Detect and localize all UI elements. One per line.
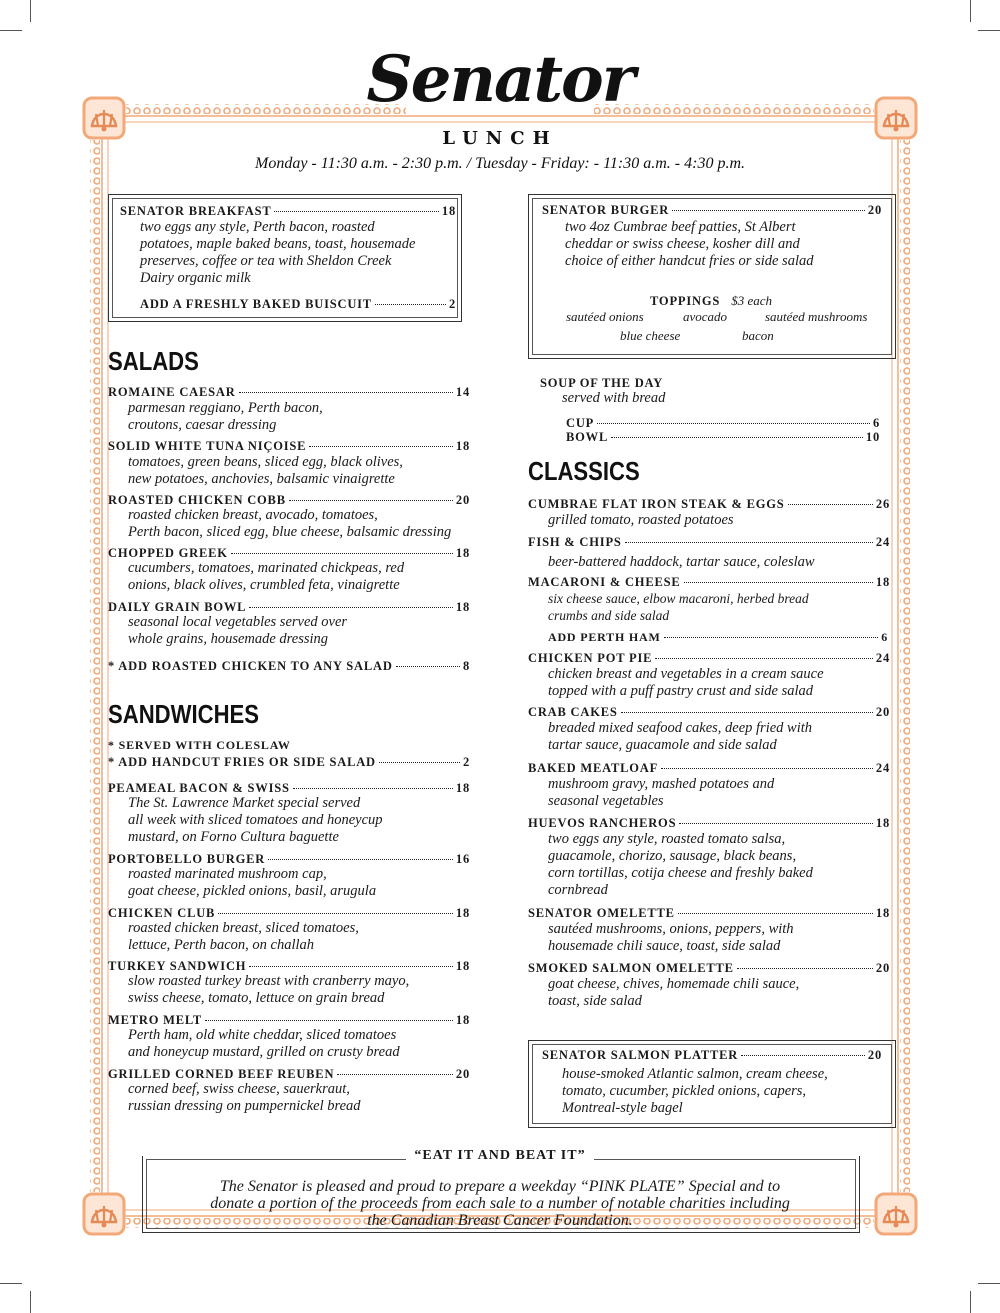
- item-description: chicken breast and vegetables in a cream sauce topped with a puff pastry crust and side salad: [548, 666, 824, 699]
- charity-banner-title: “EAT IT AND BEAT IT”: [0, 1148, 1000, 1164]
- menu-item: PEAMEAL BACON & SWISS 18: [108, 781, 470, 795]
- item-description: cucumbers, tomatoes, marinated chickpeas, red onions, black olives, crumbled feta, vinaigrette: [128, 560, 405, 593]
- soup-bowl: BOWL 10: [566, 430, 880, 444]
- item-description: seasonal local vegetables served over whole grains, housemade dressing: [128, 614, 348, 647]
- menu-item: HUEVOS RANCHEROS 18: [528, 816, 890, 830]
- menu-item: CRAB CAKES 20: [528, 705, 890, 719]
- item-description: roasted chicken breast, avocado, tomatoes, Perth bacon, sliced egg, blue cheese, balsamic dressing: [128, 507, 452, 540]
- menu-item: BAKED MEATLOAF 24: [528, 761, 890, 775]
- item-description: two eggs any style, Perth bacon, roasted potatoes, maple baked beans, toast, housemade preserves, coffee or tea with Sheldon Creek Dairy organic milk: [140, 219, 416, 286]
- menu-item: SMOKED SALMON OMELETTE 20: [528, 961, 890, 975]
- item-description: tomatoes, green beans, sliced egg, black olives, new potatoes, anchovies, balsamic vinaigrette: [128, 454, 403, 487]
- soup-cup: CUP 6: [566, 416, 880, 430]
- menu-item: FISH & CHIPS 24: [528, 535, 890, 549]
- menu-item: MACARONI & CHEESE 18: [528, 575, 890, 589]
- menu-item: SENATOR OMELETTE 18: [528, 906, 890, 920]
- section-heading-classics: CLASSICS: [528, 456, 640, 486]
- item-description: sautéed mushrooms, onions, peppers, with housemade chili sauce, toast, side salad: [548, 921, 794, 954]
- topping: blue cheese: [620, 328, 681, 343]
- crop-mark: [30, 0, 31, 22]
- menu-item: GRILLED CORNED BEEF REUBEN 20: [108, 1067, 470, 1081]
- opening-hours: Monday - 11:30 a.m. - 2:30 p.m. / Tuesday - Friday: - 11:30 a.m. - 4:30 p.m.: [255, 155, 745, 172]
- item-description: parmesan reggiano, Perth bacon, croutons, caesar dressing: [128, 400, 323, 433]
- sandwich-addon: * ADD HANDCUT FRIES OR SIDE SALAD 2: [108, 755, 470, 769]
- item-description: grilled tomato, roasted potatoes: [548, 512, 734, 528]
- menu-subtitle: LUNCH: [442, 128, 558, 149]
- item-description: goat cheese, chives, homemade chili sauce, toast, side salad: [548, 976, 800, 1009]
- item-description: mushroom gravy, mashed potatoes and seasonal vegetables: [548, 776, 775, 809]
- menu-item: METRO MELT 18: [108, 1013, 470, 1027]
- macaroni-addon: ADD PERTH HAM 6: [548, 630, 888, 644]
- item-description: two eggs any style, roasted tomato salsa, guacamole, chorizo, sausage, black beans, corn tortillas, cotija cheese and freshly baked cornbread: [548, 831, 813, 898]
- item-description: Perth ham, old white cheddar, sliced tomatoes and honeycup mustard, grilled on crusty bread: [128, 1027, 400, 1060]
- topping: sautéed mushrooms: [765, 309, 868, 324]
- menu-item: CUMBRAE FLAT IRON STEAK & EGGS 26: [528, 497, 890, 511]
- item-name: SENATOR BREAKFAST: [120, 204, 272, 218]
- menu-item: PORTOBELLO BURGER 16: [108, 852, 470, 866]
- item-price: 18: [441, 204, 456, 218]
- item-description: The St. Lawrence Market special served all week with sliced tomatoes and honeycup mustard, on Forno Cultura baguette: [128, 795, 383, 845]
- menu-item: ROMAINE CAESAR 14: [108, 385, 470, 399]
- item-description: two 4oz Cumbrae beef patties, St Albert cheddar or swiss cheese, kosher dill and choice of either handcut fries or side salad: [565, 219, 814, 269]
- item-description: beer-battered haddock, tartar sauce, coleslaw: [548, 554, 815, 570]
- menu-item: SOLID WHITE TUNA NIÇOISE 18: [108, 439, 470, 453]
- breakfast-item: [120, 203, 456, 219]
- item-price: 20: [867, 203, 882, 217]
- crop-mark: [978, 30, 1000, 31]
- menu-item: CHICKEN POT PIE 24: [528, 651, 890, 665]
- item-description: breaded mixed seafood cakes, deep fried with tartar sauce, guacamole and side salad: [548, 720, 813, 753]
- soup-name: SOUP OF THE DAY: [540, 376, 664, 390]
- menu-item: ROASTED CHICKEN COBB 20: [108, 493, 470, 507]
- item-description: corned beef, swiss cheese, sauerkraut, russian dressing on pumpernickel bread: [128, 1081, 361, 1114]
- menu-item: DAILY GRAIN BOWL 18: [108, 600, 470, 614]
- charity-banner-text: The Senator is pleased and proud to prepare a weekday “PINK PLATE” Special and to donate a portion of the proceeds from each sale to a number of notable charities including the Canadian Breast Cancer Foundation.: [210, 1178, 790, 1229]
- salad-addon: * ADD ROASTED CHICKEN TO ANY SALAD 8: [108, 659, 470, 673]
- topping: avocado: [683, 309, 728, 324]
- crop-mark: [970, 0, 971, 22]
- item-description: six cheese sauce, elbow macaroni, herbed bread crumbs and side salad: [548, 591, 809, 623]
- breakfast-addon: ADD A FRESHLY BAKED BUISCUIT 2: [140, 297, 456, 311]
- item-name: SENATOR BURGER: [542, 203, 670, 217]
- topping: bacon: [742, 328, 774, 343]
- item-description: roasted marinated mushroom cap, goat cheese, pickled onions, basil, arugula: [128, 866, 377, 899]
- crop-mark: [0, 1283, 22, 1284]
- restaurant-logo: Senator: [366, 42, 634, 117]
- soup-description: served with bread: [562, 390, 666, 406]
- crop-mark: [0, 30, 22, 31]
- menu-item: CHOPPED GREEK 18: [108, 546, 470, 560]
- burger-item: [542, 202, 882, 218]
- topping: sautéed onions: [566, 309, 644, 324]
- crop-mark: [970, 1291, 971, 1313]
- menu-item: CHICKEN CLUB 18: [108, 906, 470, 920]
- section-heading-salads: SALADS: [108, 346, 199, 376]
- sandwich-note: * SERVED WITH COLESLAW: [108, 738, 291, 752]
- menu-item: TURKEY SANDWICH 18: [108, 959, 470, 973]
- item-description: roasted chicken breast, sliced tomatoes, lettuce, Perth bacon, on challah: [128, 920, 359, 953]
- item-description: house-smoked Atlantic salmon, cream cheese, tomato, cucumber, pickled onions, capers, Montreal-style bagel: [562, 1066, 828, 1116]
- toppings-header: TOPPINGS $3 each: [650, 293, 772, 308]
- crop-mark: [978, 1283, 1000, 1284]
- section-heading-sandwiches: SANDWICHES: [108, 699, 260, 729]
- item-description: slow roasted turkey breast with cranberry mayo, swiss cheese, tomato, lettuce on grain bread: [128, 973, 410, 1006]
- crop-mark: [30, 1291, 31, 1313]
- salmon-platter-item: SENATOR SALMON PLATTER 20: [542, 1048, 882, 1062]
